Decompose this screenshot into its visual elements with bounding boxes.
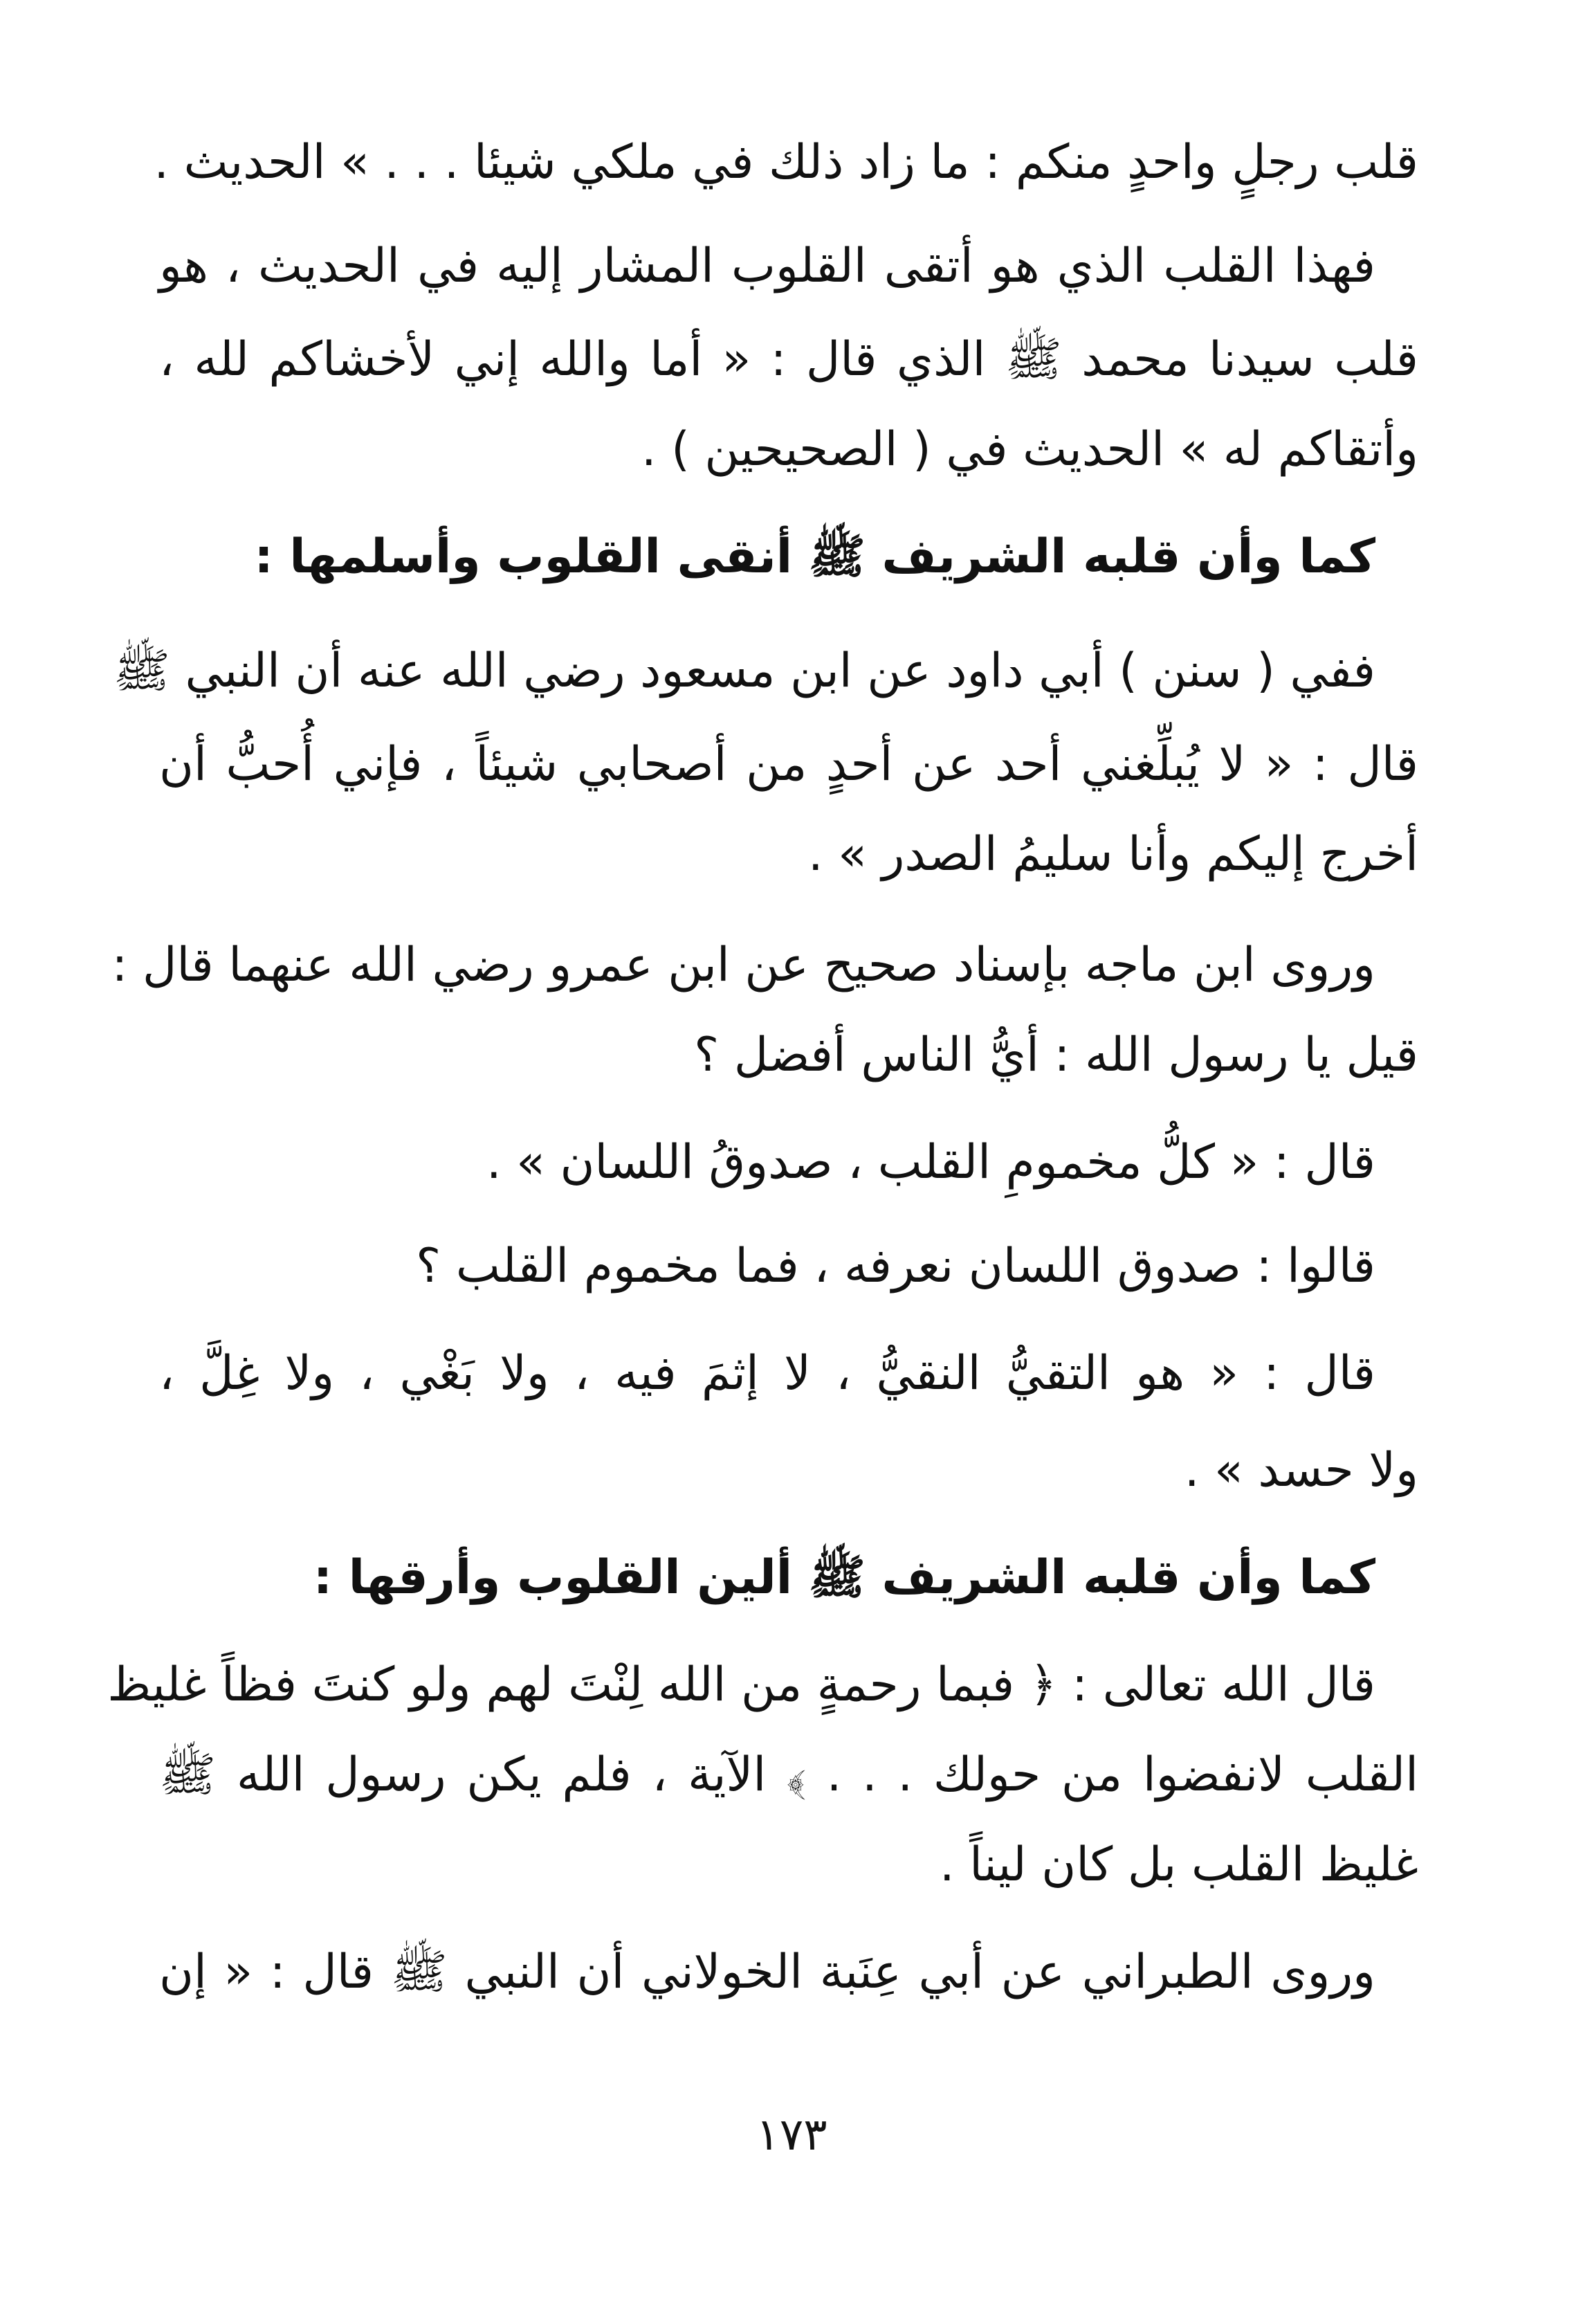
text-line-10: قيل يا رسول الله : أيُّ الناس أفضل ؟	[694, 1028, 1418, 1082]
text-line-8: أخرج إليكم وأنا سليمُ الصدر » .	[808, 827, 1418, 882]
text-line-9: وروى ابن ماجه بإسناد صحيح عن ابن عمرو رضي الله عنهما قال :	[111, 938, 1375, 992]
text-line-18: غليظ القلب بل كان ليناً .	[939, 1837, 1418, 1892]
text-line-1: قلب رجلٍ واحدٍ منكم : ما زاد ذلك في ملكي شيئا . . . » الحديث .	[154, 135, 1418, 190]
page-number: ١٧٣	[756, 2109, 827, 2161]
text-line-4: وأتقاكم له » الحديث في ( الصحيحين ) .	[641, 422, 1418, 477]
text-line-13: قال : « هو التقيُّ النقيُّ ، لا إثمَ فيه ، ولا بَغْي ، ولا غِلَّ ،	[159, 1346, 1375, 1401]
text-line-6: ففي ( سنن ) أبي داود عن ابن مسعود رضي الله عنه أن النبي ﷺ	[113, 644, 1375, 698]
text-line-2: فهذا القلب الذي هو أتقى القلوب المشار إليه في الحديث ، هو	[159, 239, 1375, 293]
text-line-12: قالوا : صدوق اللسان نعرفه ، فما مخموم القلب ؟	[416, 1239, 1375, 1293]
text-line-11: قال : « كلُّ مخمومِ القلب ، صدوقُ اللسان » .	[486, 1135, 1375, 1190]
text-line-14: ولا حسد » .	[1184, 1443, 1418, 1498]
text-line-7: قال : « لا يُبلِّغني أحد عن أحدٍ من أصحابي شيئاً ، فإني أُحبُّ أن	[159, 737, 1418, 792]
text-line-19: وروى الطبراني عن أبي عِنَبة الخولاني أن النبي ﷺ قال : « إن	[159, 1945, 1375, 1999]
text-line-16: قال الله تعالى : ﴿ فبما رحمةٍ من الله لِنْتَ لهم ولو كنتَ فظاً غليظ	[107, 1658, 1375, 1712]
section-heading-2: كما وأن قلبه الشريف ﷺ ألين القلوب وأرقها :	[313, 1550, 1375, 1605]
text-line-3: قلب سيدنا محمد ﷺ الذي قال : « أما والله إني لأخشاكم لله ،	[159, 332, 1418, 387]
section-heading-1: كما وأن قلبه الشريف ﷺ أنقى القلوب وأسلمها :	[254, 529, 1375, 584]
text-line-17: القلب لانفضوا من حولك . . . ﴾ الآية ، فلم يكن رسول الله ﷺ	[159, 1747, 1418, 1802]
